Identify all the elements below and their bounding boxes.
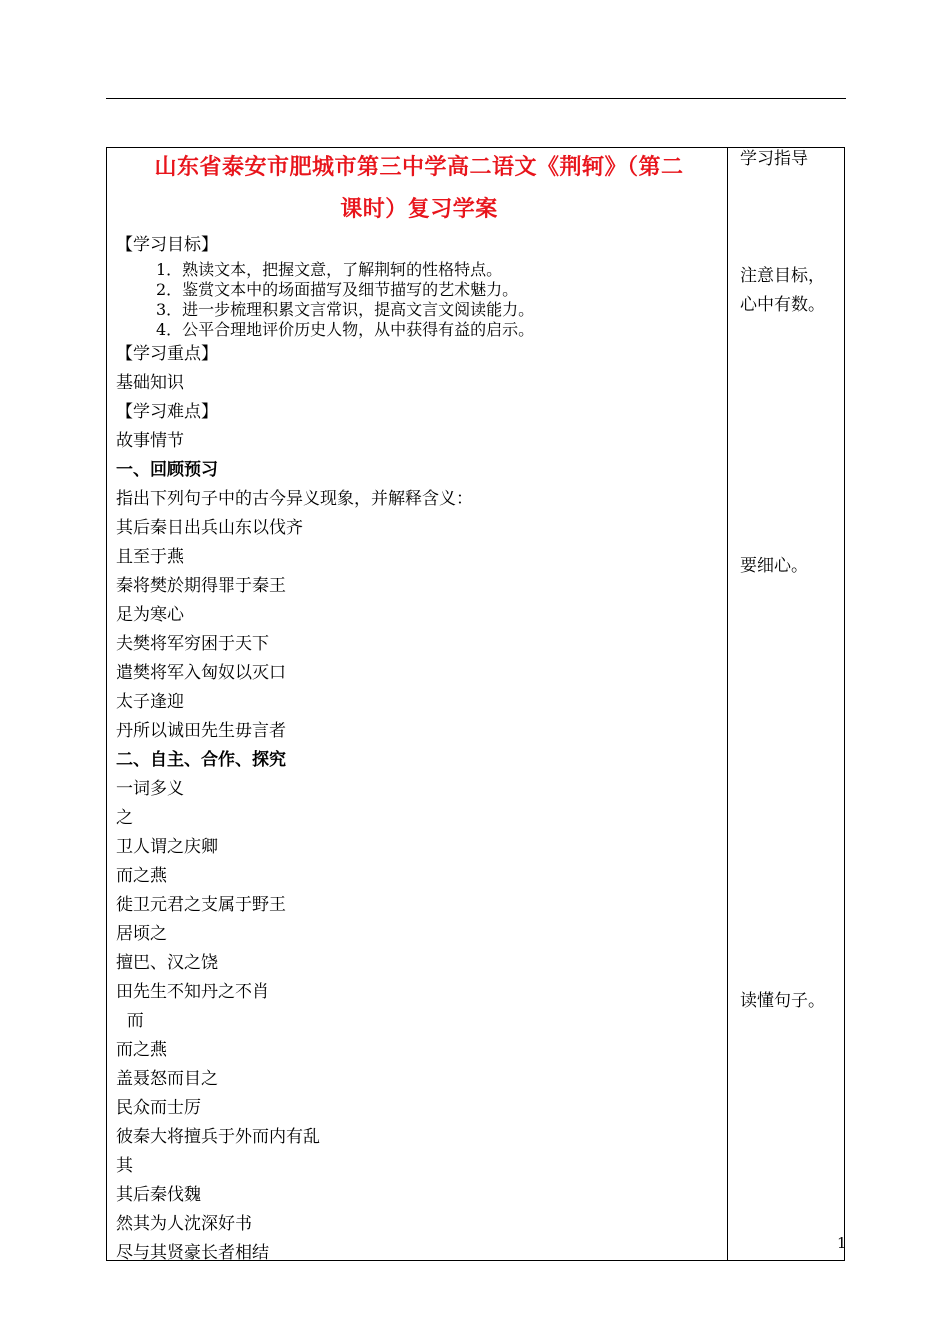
goal-item: 4．公平合理地评价历史人物，从中获得有益的启示。 xyxy=(156,320,535,339)
sentence-line: 足为寒心 xyxy=(116,605,184,625)
goals-list xyxy=(116,260,722,340)
part1-instruction: 指出下列句子中的古今异义现象，并解释含义： xyxy=(116,489,473,509)
sidebar-note-goals-2: 心中有数。 xyxy=(740,295,825,315)
main-column xyxy=(116,147,722,1268)
part1-heading: 一、回顾预习 xyxy=(116,460,218,480)
part2-line: 而之燕 xyxy=(116,1040,167,1060)
section-difficult-heading: 【学习难点】 xyxy=(116,402,218,422)
sentence-line: 其后秦日出兵山东以伐齐 xyxy=(116,518,303,538)
sentence-line: 秦将樊於期得罪于秦王 xyxy=(116,576,286,596)
part2-line: 居顷之 xyxy=(116,924,167,944)
part2-line: 尽与其贤豪长者相结 xyxy=(116,1243,269,1263)
document-title xyxy=(116,147,722,231)
part2-line: 其后秦伐魏 xyxy=(116,1185,201,1205)
header-rule xyxy=(106,98,846,99)
part2-line: 盖聂怒而目之 xyxy=(116,1069,218,1089)
section-key-heading: 【学习重点】 xyxy=(116,344,218,364)
title-line-2: 课时）复习学案 xyxy=(340,197,498,222)
part2-line: 民众而士厉 xyxy=(116,1098,201,1118)
part2-line: 之 xyxy=(116,808,133,828)
part2-heading: 二、自主、合作、探究 xyxy=(116,750,286,770)
part2-line: 擅巴、汉之饶 xyxy=(116,953,218,973)
sidebar-note-goals-1: 注意目标， xyxy=(740,266,825,286)
part2-line: 而之燕 xyxy=(116,866,167,886)
column-divider xyxy=(727,147,728,1261)
part2-line: 然其为人沈深好书 xyxy=(116,1214,252,1234)
key-text: 基础知识 xyxy=(116,373,184,393)
sentence-line: 丹所以诚田先生毋言者 xyxy=(116,721,286,741)
sentence-line: 夫樊将军穷困于天下 xyxy=(116,634,269,654)
sidebar-note-careful: 要细心。 xyxy=(740,556,808,576)
part2-line: 而 xyxy=(116,1011,144,1031)
sentence-line: 遣樊将军入匈奴以灭口 xyxy=(116,663,286,683)
sentence-line: 太子逢迎 xyxy=(116,692,184,712)
part2-line: 其 xyxy=(116,1156,133,1176)
goal-item: 3．进一步梳理积累文言常识，提高文言文阅读能力。 xyxy=(156,300,535,319)
title-line-1: 山东省泰安市肥城市第三中学高二语文《荆轲》（第二 xyxy=(154,155,684,180)
goal-item: 1．熟读文本，把握文意，了解荆轲的性格特点。 xyxy=(156,260,503,279)
part2-line: 徙卫元君之支属于野王 xyxy=(116,895,286,915)
part2-line: 卫人谓之庆卿 xyxy=(116,837,218,857)
page-number: 1 xyxy=(837,1234,847,1252)
part2-line: 田先生不知丹之不肖 xyxy=(116,982,269,1002)
goal-item: 2．鉴赏文本中的场面描写及细节描写的艺术魅力。 xyxy=(156,280,519,299)
part2-line: 彼秦大将擅兵于外而内有乱 xyxy=(116,1127,320,1147)
section-goals-heading: 【学习目标】 xyxy=(116,235,218,255)
sidebar-note-understand: 读懂句子。 xyxy=(740,991,825,1011)
sentence-line: 且至于燕 xyxy=(116,547,184,567)
sidebar-header: 学习指导 xyxy=(740,149,808,169)
part2-line: 一词多义 xyxy=(116,779,184,799)
difficult-text: 故事情节 xyxy=(116,431,184,451)
